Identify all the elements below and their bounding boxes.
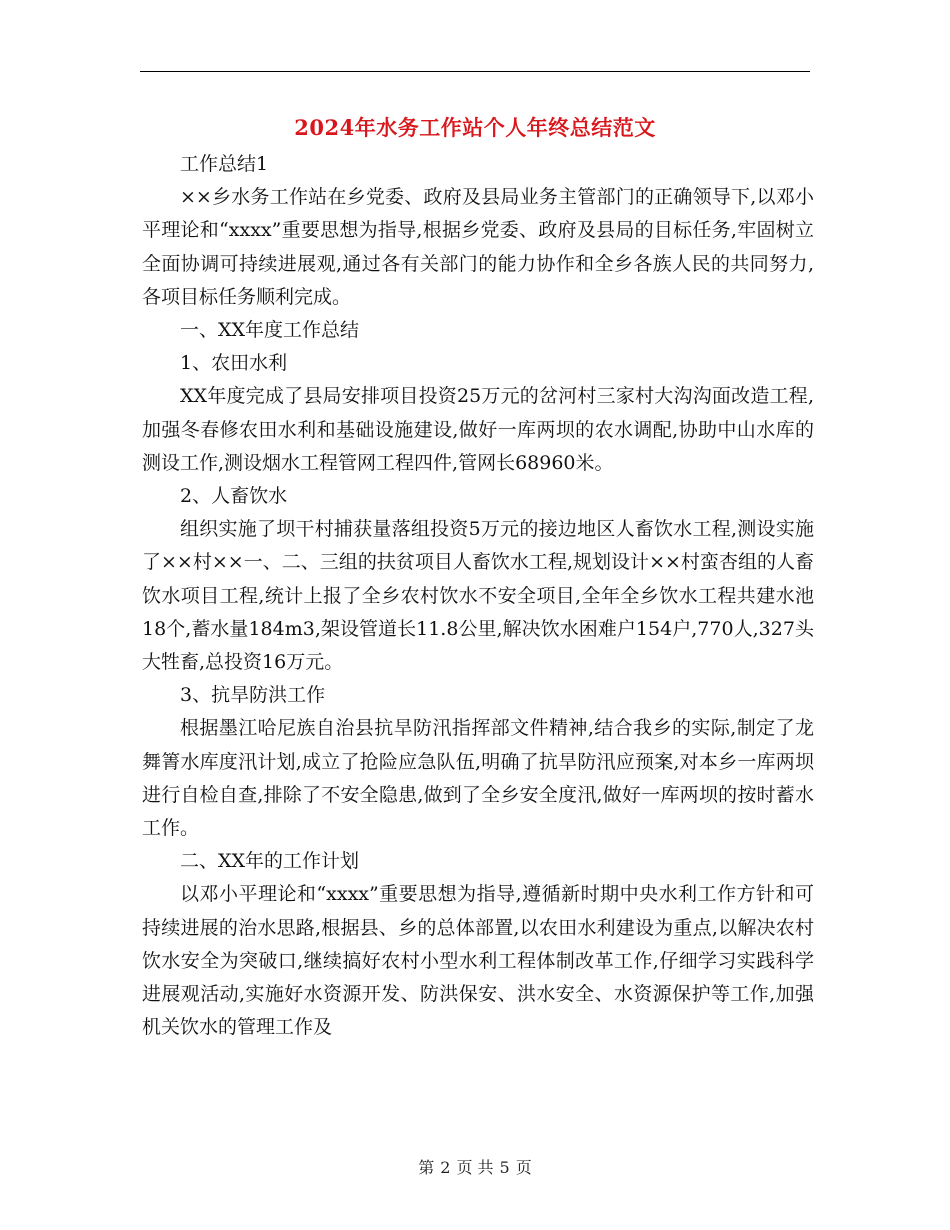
paragraph: 以邓小平理论和“xxxx”重要思想为指导,遵循新时期中央水利工作方针和可持续进展的治水思路,根据县、乡的总体部置,以农田水利建设为重点,以解决农村饮水安全为突破口,继续搞好农村小型水利工程体制改革工作,仔细学习实践科学进展观活动,实施好水资源开发、防洪保安、洪水安全、水资源保护等工作,加强机关饮水的管理工作及 xyxy=(142,883,814,1039)
paragraph: 3、抗旱防洪工作 xyxy=(180,684,326,707)
paragraph: 2、人畜饮水 xyxy=(180,485,288,508)
footer-prefix: 第 xyxy=(418,1158,435,1177)
footer-page-number: 2 xyxy=(440,1158,451,1177)
paragraph: 1、农田水利 xyxy=(180,352,288,375)
footer-total-pages: 5 xyxy=(499,1158,510,1177)
paragraph: 工作总结1 xyxy=(180,153,269,175)
paragraph: 组织实施了坝干村捕获量落组投资5万元的接边地区人畜饮水工程,测设实施了××村××一、二、三组的扶贫项目人畜饮水工程,规划设计××村蛮杏组的人畜饮水项目工程,统计上报了全乡农村饮水不安全项目,全年全乡饮水工程共建水池18个,蓄水量184m3,架设管道长11.8公里,解决饮水困难户154户,770人,327头大牲畜,总投资16万元。 xyxy=(142,518,814,674)
footer-suffix: 页 xyxy=(515,1158,532,1177)
page-footer xyxy=(0,1155,950,1178)
paragraph: 二、XX年的工作计划 xyxy=(180,850,360,873)
paragraph: XX年度完成了县局安排项目投资25万元的岔河村三家村大沟沟面改造工程,加强冬春修农田水利和基础设施建设,做好一库两坝的农水调配,协助中山水库的测设工作,测设烟水工程管网工程四件,管网长68960米。 xyxy=(142,385,814,474)
header-rule xyxy=(140,71,810,72)
paragraph: ××乡水务工作站在乡党委、政府及县局业务主管部门的正确领导下,以邓小平理论和“xxxx”重要思想为指导,根据乡党委、政府及县局的目标任务,牢固树立全面协调可持续进展观,通过各有关部门的能力协作和全乡各族人民的共同努力,各项目标任务顺利完成。 xyxy=(142,186,814,308)
document-title: 2024年水务工作站个人年终总结范文 xyxy=(294,115,656,140)
document-body xyxy=(142,148,814,1044)
paragraph: 一、XX年度工作总结 xyxy=(180,319,360,342)
footer-middle: 页 共 xyxy=(456,1158,494,1177)
paragraph: 根据墨江哈尼族自治县抗旱防汛指挥部文件精神,结合我乡的实际,制定了龙舞箐水库度汛计划,成立了抢险应急队伍,明确了抗旱防汛应预案,对本乡一库两坝进行自检自查,排除了不安全隐患,做到了全乡安全度汛,做好一库两坝的按时蓄水工作。 xyxy=(142,717,814,840)
